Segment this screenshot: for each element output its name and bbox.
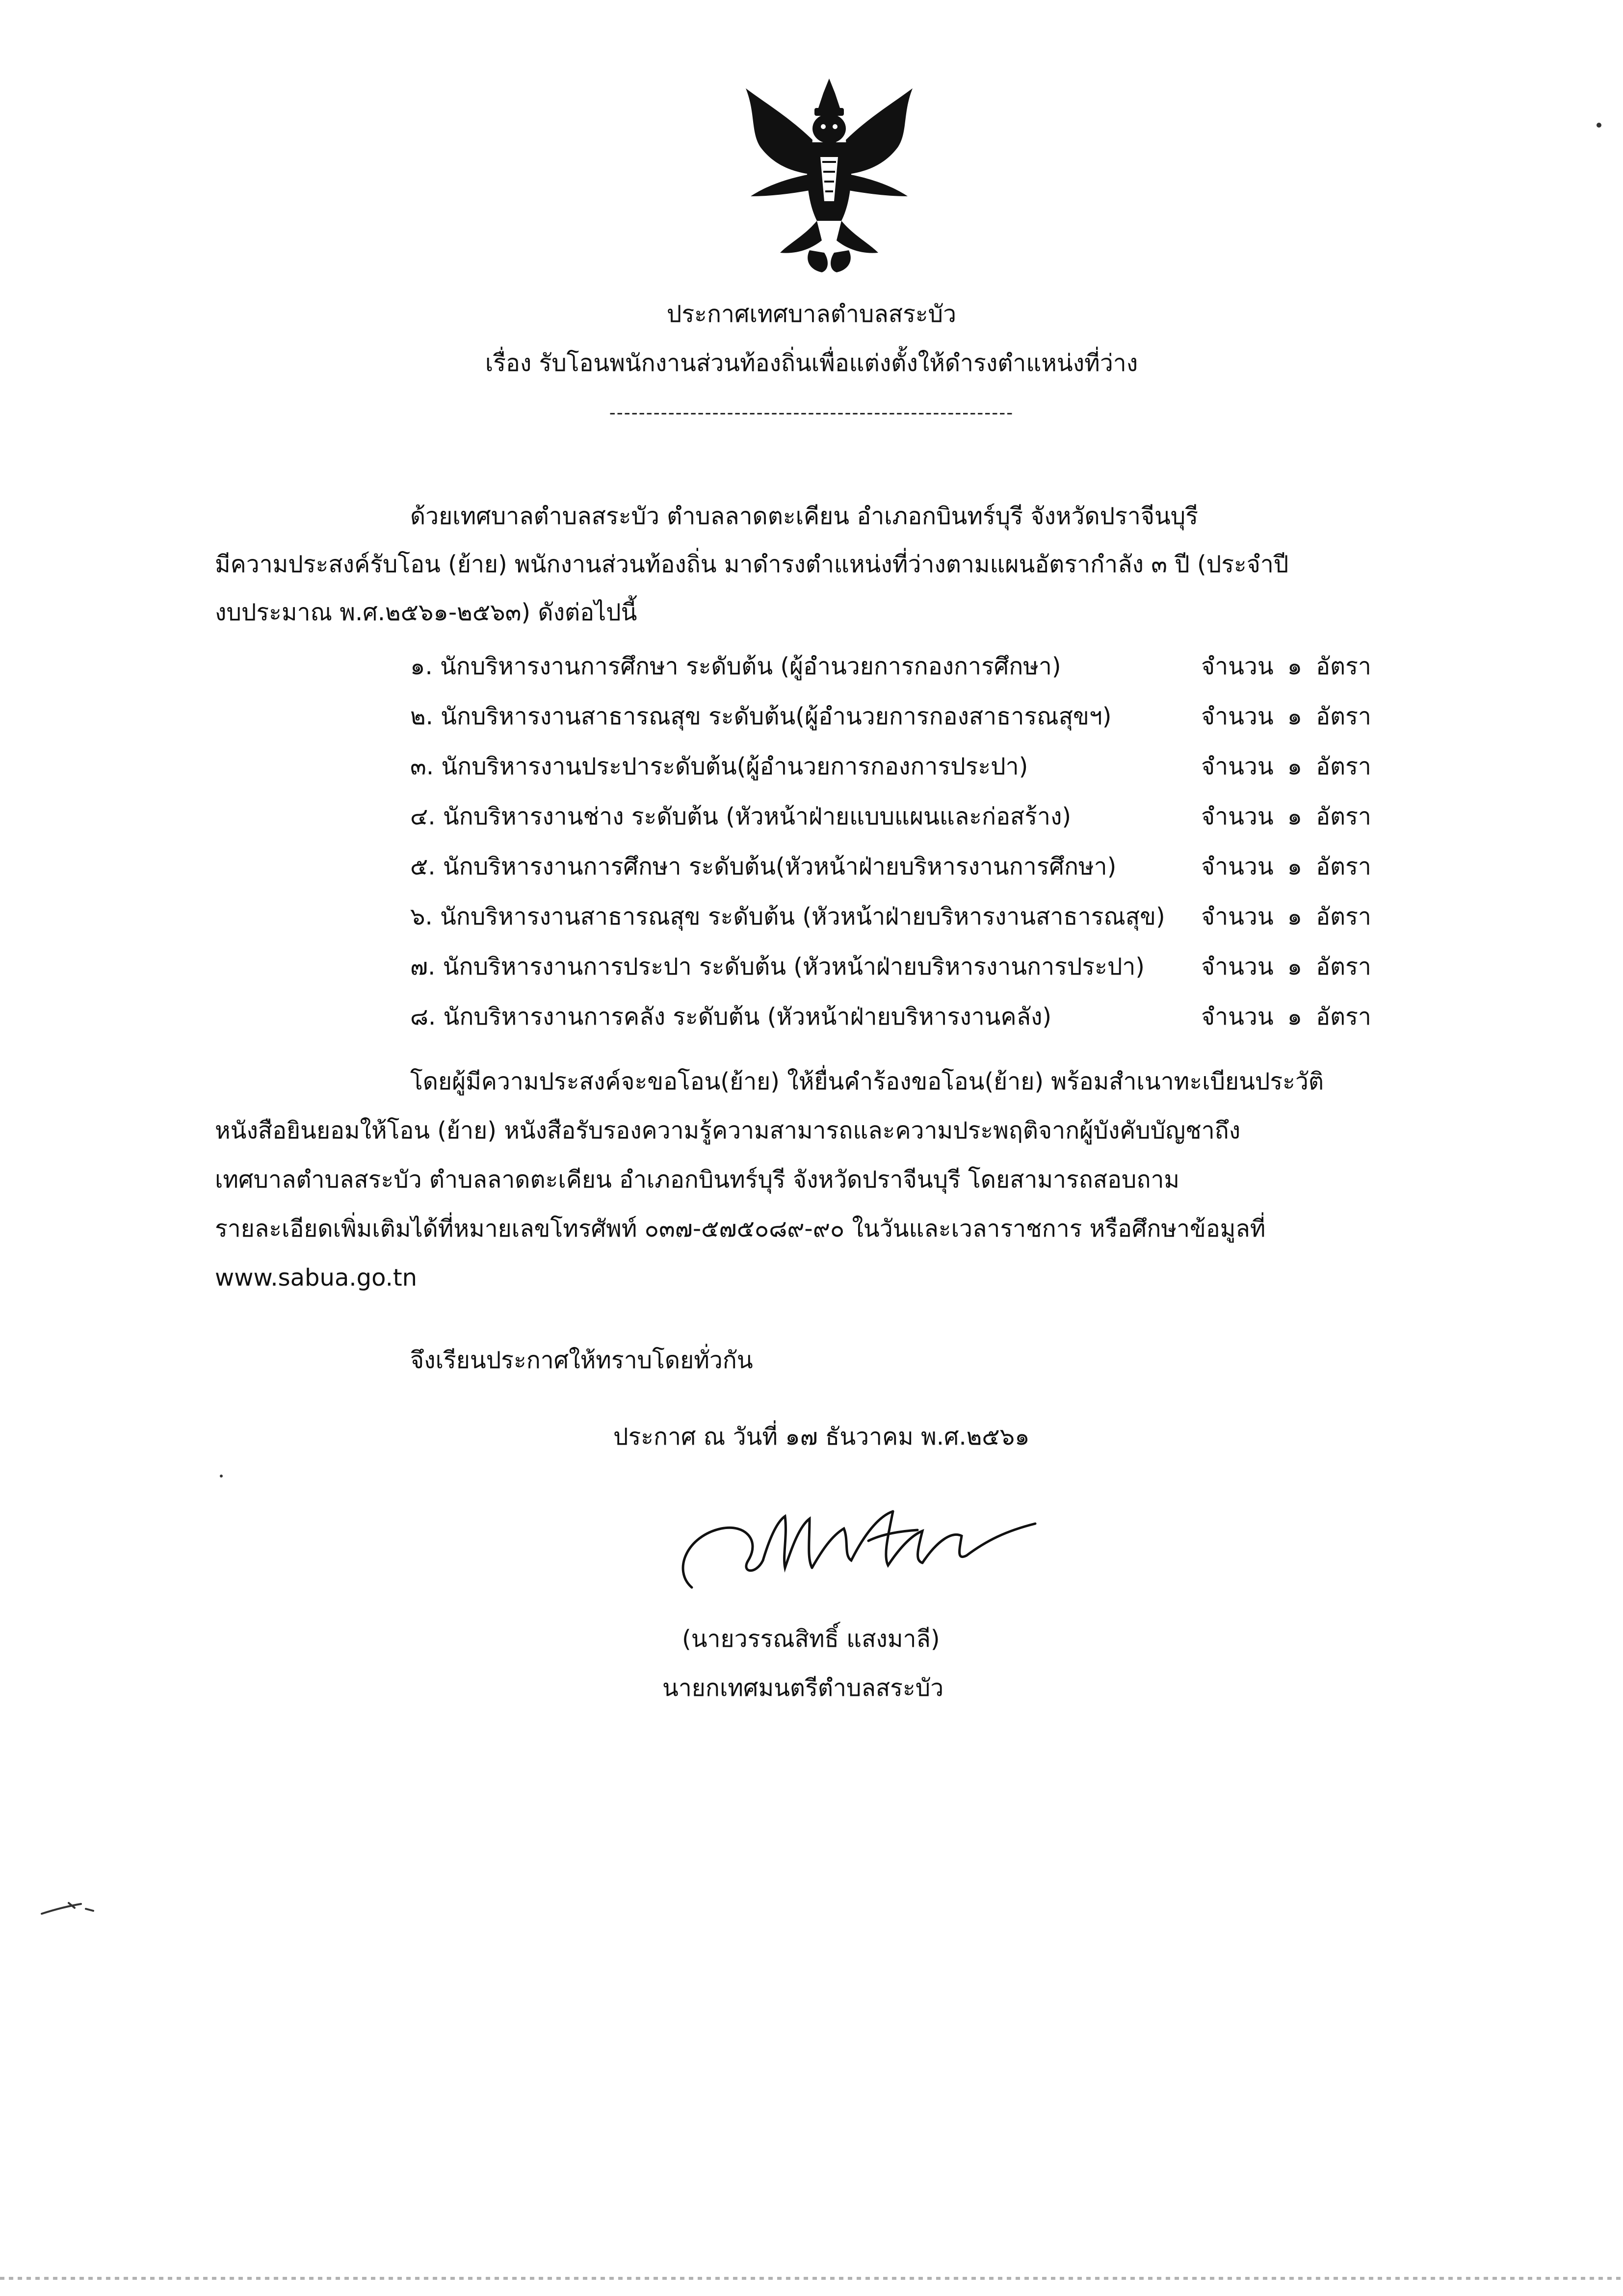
application-line-1: โดยผู้มีความประสงค์จะขอโอน(ย้าย) ให้ยื่นคำร้องขอโอน(ย้าย) พร้อมสำเนาทะเบียนประวัติ [410, 1068, 1324, 1095]
position-item [410, 653, 1416, 684]
website-url: www.sabua.go.tn [215, 1264, 418, 1292]
application-line-4: รายละเอียดเพิ่มเติมได้ที่หมายเลขโทรศัพท์ ๐๓๗-๕๗๕๐๘๙-๙๐ ในวันและเวลาราชการ หรือศึกษาข้อมูลที่ [215, 1215, 1266, 1242]
signature [662, 1482, 1065, 1610]
position-count: จำนวน ๑ อัตรา [1201, 953, 1371, 980]
position-label: ๘. นักบริหารงานการคลัง ระดับต้น (หัวหน้าฝ่ายบริหารงานคลัง) [410, 1003, 1052, 1030]
position-count: จำนวน ๑ อัตรา [1201, 903, 1371, 930]
position-count: จำนวน ๑ อัตรา [1201, 853, 1371, 880]
position-label: ๒. นักบริหารงานสาธารณสุข ระดับต้น(ผู้อำนวยการกองสาธารณสุขฯ) [410, 703, 1112, 730]
position-count: จำนวน ๑ อัตรา [1201, 653, 1371, 680]
position-count: จำนวน ๑ อัตรา [1201, 753, 1371, 780]
position-label: ๔. นักบริหารงานช่าง ระดับต้น (หัวหน้าฝ่ายแบบแผนและก่อสร้าง) [410, 803, 1072, 830]
position-item [410, 753, 1416, 784]
announcement-subject: เรื่อง รับโอนพนักงานส่วนท้องถิ่นเพื่อแต่งตั้งให้ดำรงตำแหน่งที่ว่าง [485, 349, 1138, 377]
scan-speck [220, 1475, 223, 1478]
application-line-2: หนังสือยินยอมให้โอน (ย้าย) หนังสือรับรองความรู้ความสามารถและความประพฤติจากผู้บังคับบัญชาถึง [215, 1117, 1241, 1144]
position-label: ๑. นักบริหารงานการศึกษา ระดับต้น (ผู้อำนวยการกองการศึกษา) [410, 653, 1061, 680]
intro-line-3: งบประมาณ พ.ศ.๒๕๖๑-๒๕๖๓) ดังต่อไปนี้ [215, 599, 637, 626]
signatory-title: นายกเทศมนตรีตำบลสระบัว [662, 1674, 944, 1702]
scan-mark [39, 1899, 98, 1919]
position-label: ๖. นักบริหารงานสาธารณสุข ระดับต้น (หัวหน้าฝ่ายบริหารงานสาธารณสุข) [410, 903, 1165, 930]
header-divider: ------------------------------------------------------- [609, 403, 1014, 423]
position-label: ๕. นักบริหารงานการศึกษา ระดับต้น(หัวหน้าฝ่ายบริหารงานการศึกษา) [410, 853, 1117, 880]
intro-line-1: ด้วยเทศบาลตำบลสระบัว ตำบลลาดตะเคียน อำเภอกบินทร์บุรี จังหวัดปราจีนบุรี [410, 502, 1199, 530]
intro-line-2: มีความประสงค์รับโอน (ย้าย) พนักงานส่วนท้องถิ่น มาดำรงตำแหน่งที่ว่างตามแผนอัตรากำลัง ๓ ปี (ประจำปี [215, 551, 1289, 578]
position-item [410, 853, 1416, 884]
scan-speck [1597, 123, 1601, 128]
position-item [410, 1003, 1416, 1034]
position-label: ๗. นักบริหารงานการประปา ระดับต้น (หัวหน้าฝ่ายบริหารงานการประปา) [410, 953, 1145, 980]
position-item [410, 803, 1416, 834]
position-label: ๓. นักบริหารงานประปาระดับต้น(ผู้อำนวยการกองการประปา) [410, 753, 1028, 780]
date-line: ประกาศ ณ วันที่ ๑๗ ธันวาคม พ.ศ.๒๕๖๑ [613, 1423, 1030, 1451]
position-item [410, 903, 1416, 934]
page-edge [0, 2277, 1623, 2280]
announcement-title: ประกาศเทศบาลตำบลสระบัว [666, 300, 957, 328]
closing-line: จึงเรียนประกาศให้ทราบโดยทั่วกัน [410, 1346, 753, 1374]
signatory-name: (นายวรรณสิทธิ์ แสงมาลี) [682, 1625, 940, 1653]
position-count: จำนวน ๑ อัตรา [1201, 1003, 1371, 1030]
position-item [410, 703, 1416, 734]
application-line-3: เทศบาลตำบลสระบัว ตำบลลาดตะเคียน อำเภอกบินทร์บุรี จังหวัดปราจีนบุรี โดยสามารถสอบถาม [215, 1166, 1180, 1193]
position-count: จำนวน ๑ อัตรา [1201, 703, 1371, 730]
garuda-emblem [736, 74, 922, 280]
position-count: จำนวน ๑ อัตรา [1201, 803, 1371, 830]
position-item [410, 953, 1416, 984]
